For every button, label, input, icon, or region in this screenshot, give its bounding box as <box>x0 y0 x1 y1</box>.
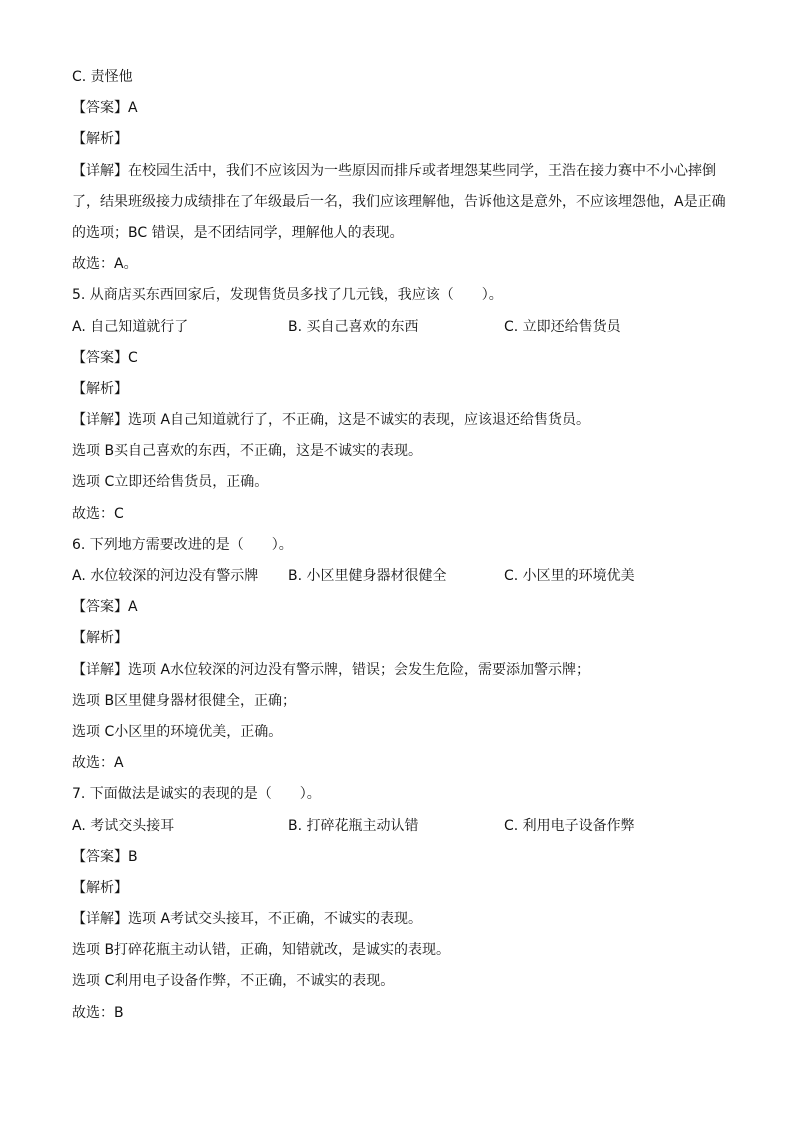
q4-answer: 【答案】A <box>72 100 138 117</box>
q5-answer: 【答案】C <box>72 349 138 366</box>
q7-detail-line-1: 【详解】选项 A考试交头接耳，不正确，不诚实的表现。 <box>72 911 423 928</box>
q4-analysis-heading: 【解析】 <box>72 131 128 148</box>
q4-detail-line-3: 的选项；BC 错误，是不团结同学，理解他人的表现。 <box>72 224 404 241</box>
q7-option-c: C. 利用电子设备作弊 <box>504 817 635 834</box>
q6-answer: 【答案】A <box>72 599 138 616</box>
q7-option-a: A. 考试交头接耳 <box>72 817 175 834</box>
q5-detail-line-3: 选项 C立即还给售货员，正确。 <box>72 474 269 491</box>
q7-detail-line-3: 选项 C利用电子设备作弊，不正确，不诚实的表现。 <box>72 973 395 990</box>
q5-conclusion: 故选：C <box>72 505 124 522</box>
q6-detail-line-3: 选项 C小区里的环境优美，正确。 <box>72 723 283 740</box>
q4-conclusion: 故选：A。 <box>72 256 138 273</box>
q6-detail-line-1: 【详解】选项 A水位较深的河边没有警示牌，错误；会发生危险，需要添加警示牌； <box>72 661 591 678</box>
q6-options <box>72 561 732 592</box>
q5-analysis-heading: 【解析】 <box>72 380 128 397</box>
q6-option-b: B. 小区里健身器材很健全 <box>288 568 447 584</box>
q6-detail-line-2: 选项 B区里健身器材很健全，正确； <box>72 692 297 709</box>
q5-question: 5. 从商店买东西回家后，发现售货员多找了几元钱，我应该（ ）。 <box>72 287 503 304</box>
q7-conclusion: 故选：B <box>72 1004 124 1021</box>
q4-detail-line-1: 【详解】在校园生活中，我们不应该因为一些原因而排斥或者埋怨某些同学，王浩在接力赛中不小心摔倒 <box>72 162 716 179</box>
q5-option-c: C. 立即还给售货员 <box>504 318 621 335</box>
q6-analysis-heading: 【解析】 <box>72 630 128 647</box>
q6-question: 6. 下列地方需要改进的是（ ）。 <box>72 536 293 553</box>
q7-option-b: B. 打碎花瓶主动认错 <box>288 817 419 834</box>
q7-question: 7. 下面做法是诚实的表现的是（ ）。 <box>72 786 321 803</box>
q5-options <box>72 312 732 343</box>
q5-option-a: A. 自己知道就行了 <box>72 318 189 335</box>
q7-options <box>72 811 732 842</box>
q5-detail-line-1: 【详解】选项 A自己知道就行了，不正确，这是不诚实的表现，应该退还给售货员。 <box>72 412 591 429</box>
q5-detail-line-2: 选项 B买自己喜欢的东西，不正确，这是不诚实的表现。 <box>72 443 423 460</box>
q6-conclusion: 故选：A <box>72 755 124 772</box>
q5-option-b: B. 买自己喜欢的东西 <box>288 318 419 335</box>
q6-option-c: C. 小区里的环境优美 <box>504 568 635 584</box>
q7-answer: 【答案】B <box>72 848 138 865</box>
q4-option-c: C. 责怪他 <box>72 69 133 85</box>
q4-detail-line-2: 了，结果班级接力成绩排在了年级最后一名，我们应该理解他，告诉他这是意外，不应该埋怨他，A是正确 <box>72 193 726 210</box>
q6-option-a: A. 水位较深的河边没有警示牌 <box>72 568 259 584</box>
document-page <box>72 62 732 1029</box>
q7-analysis-heading: 【解析】 <box>72 879 128 896</box>
q7-detail-line-2: 选项 B打碎花瓶主动认错，正确，知错就改，是诚实的表现。 <box>72 942 451 959</box>
